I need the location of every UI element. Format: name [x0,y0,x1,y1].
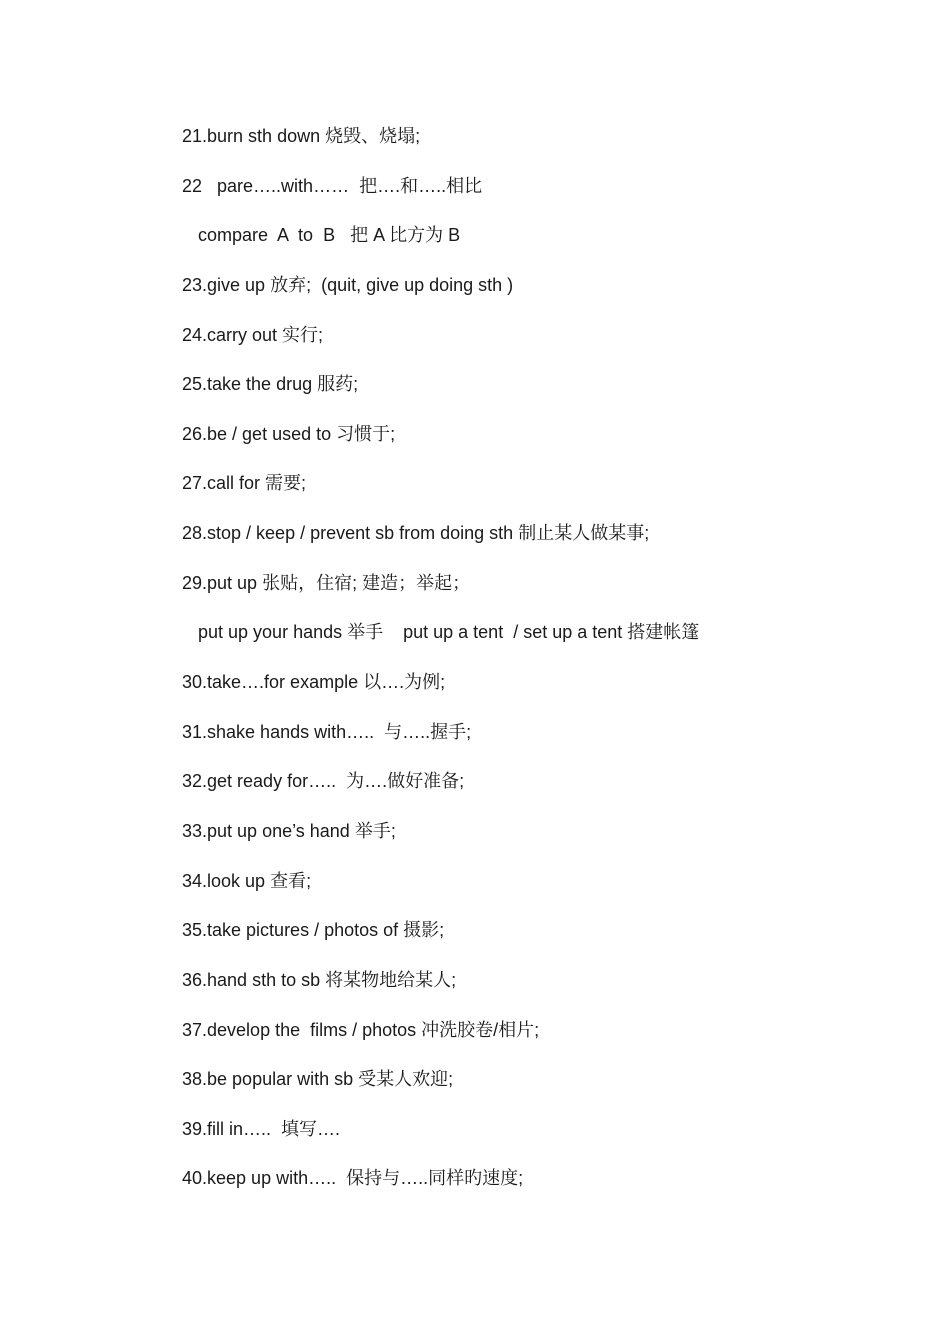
phrase-line: 26.be / get used to 习惯于; [182,423,396,444]
phrase-line: 21.burn sth down 烧毁、烧塌; [182,126,421,146]
phrase-line: 36.hand sth to sb 将某物地给某人; [182,969,457,990]
phrase-line: 23.give up 放弃; (quit, give up doing sth ) [182,274,514,295]
phrase-line: 40.keep up with….. 保持与…..同样旳速度; [182,1168,524,1189]
phrase-line: 39.fill in….. 填写…. [182,1118,341,1139]
phrase-line: 22 pare…..with…… 把….和…..相比 [182,175,483,196]
phrase-line: 38.be popular with sb 受某人欢迎; [182,1069,454,1090]
phrase-line: 30.take….for example 以….为例; [182,672,446,693]
phrase-line: 29.put up 张贴，住宿; 建造；举起； [182,572,471,593]
phrase-line: 37.develop the films / photos 冲洗胶卷/相片; [182,1019,540,1040]
phrase-line: 28.stop / keep / prevent sb from doing sth 制止某人做某事; [182,523,650,544]
phrase-line: 31.shake hands with….. 与…..握手; [182,721,472,742]
phrase-list [182,124,902,1216]
phrase-line: 35.take pictures / photos of 摄影; [182,920,445,941]
phrase-line: 33.put up one’s hand 举手; [182,820,396,841]
phrase-line: put up your hands 举手 put up a tent / set up a tent 搭建帐篷 [198,622,700,643]
phrase-line: 32.get ready for….. 为….做好准备; [182,771,465,792]
phrase-line: compare A to B 把 A 比方为 B [198,225,461,246]
phrase-line: 34.look up 查看; [182,870,312,891]
phrase-line: 24.carry out 实行; [182,324,324,345]
phrase-line: 27.call for 需要; [182,473,307,494]
phrase-line: 25.take the drug 服药; [182,374,359,395]
